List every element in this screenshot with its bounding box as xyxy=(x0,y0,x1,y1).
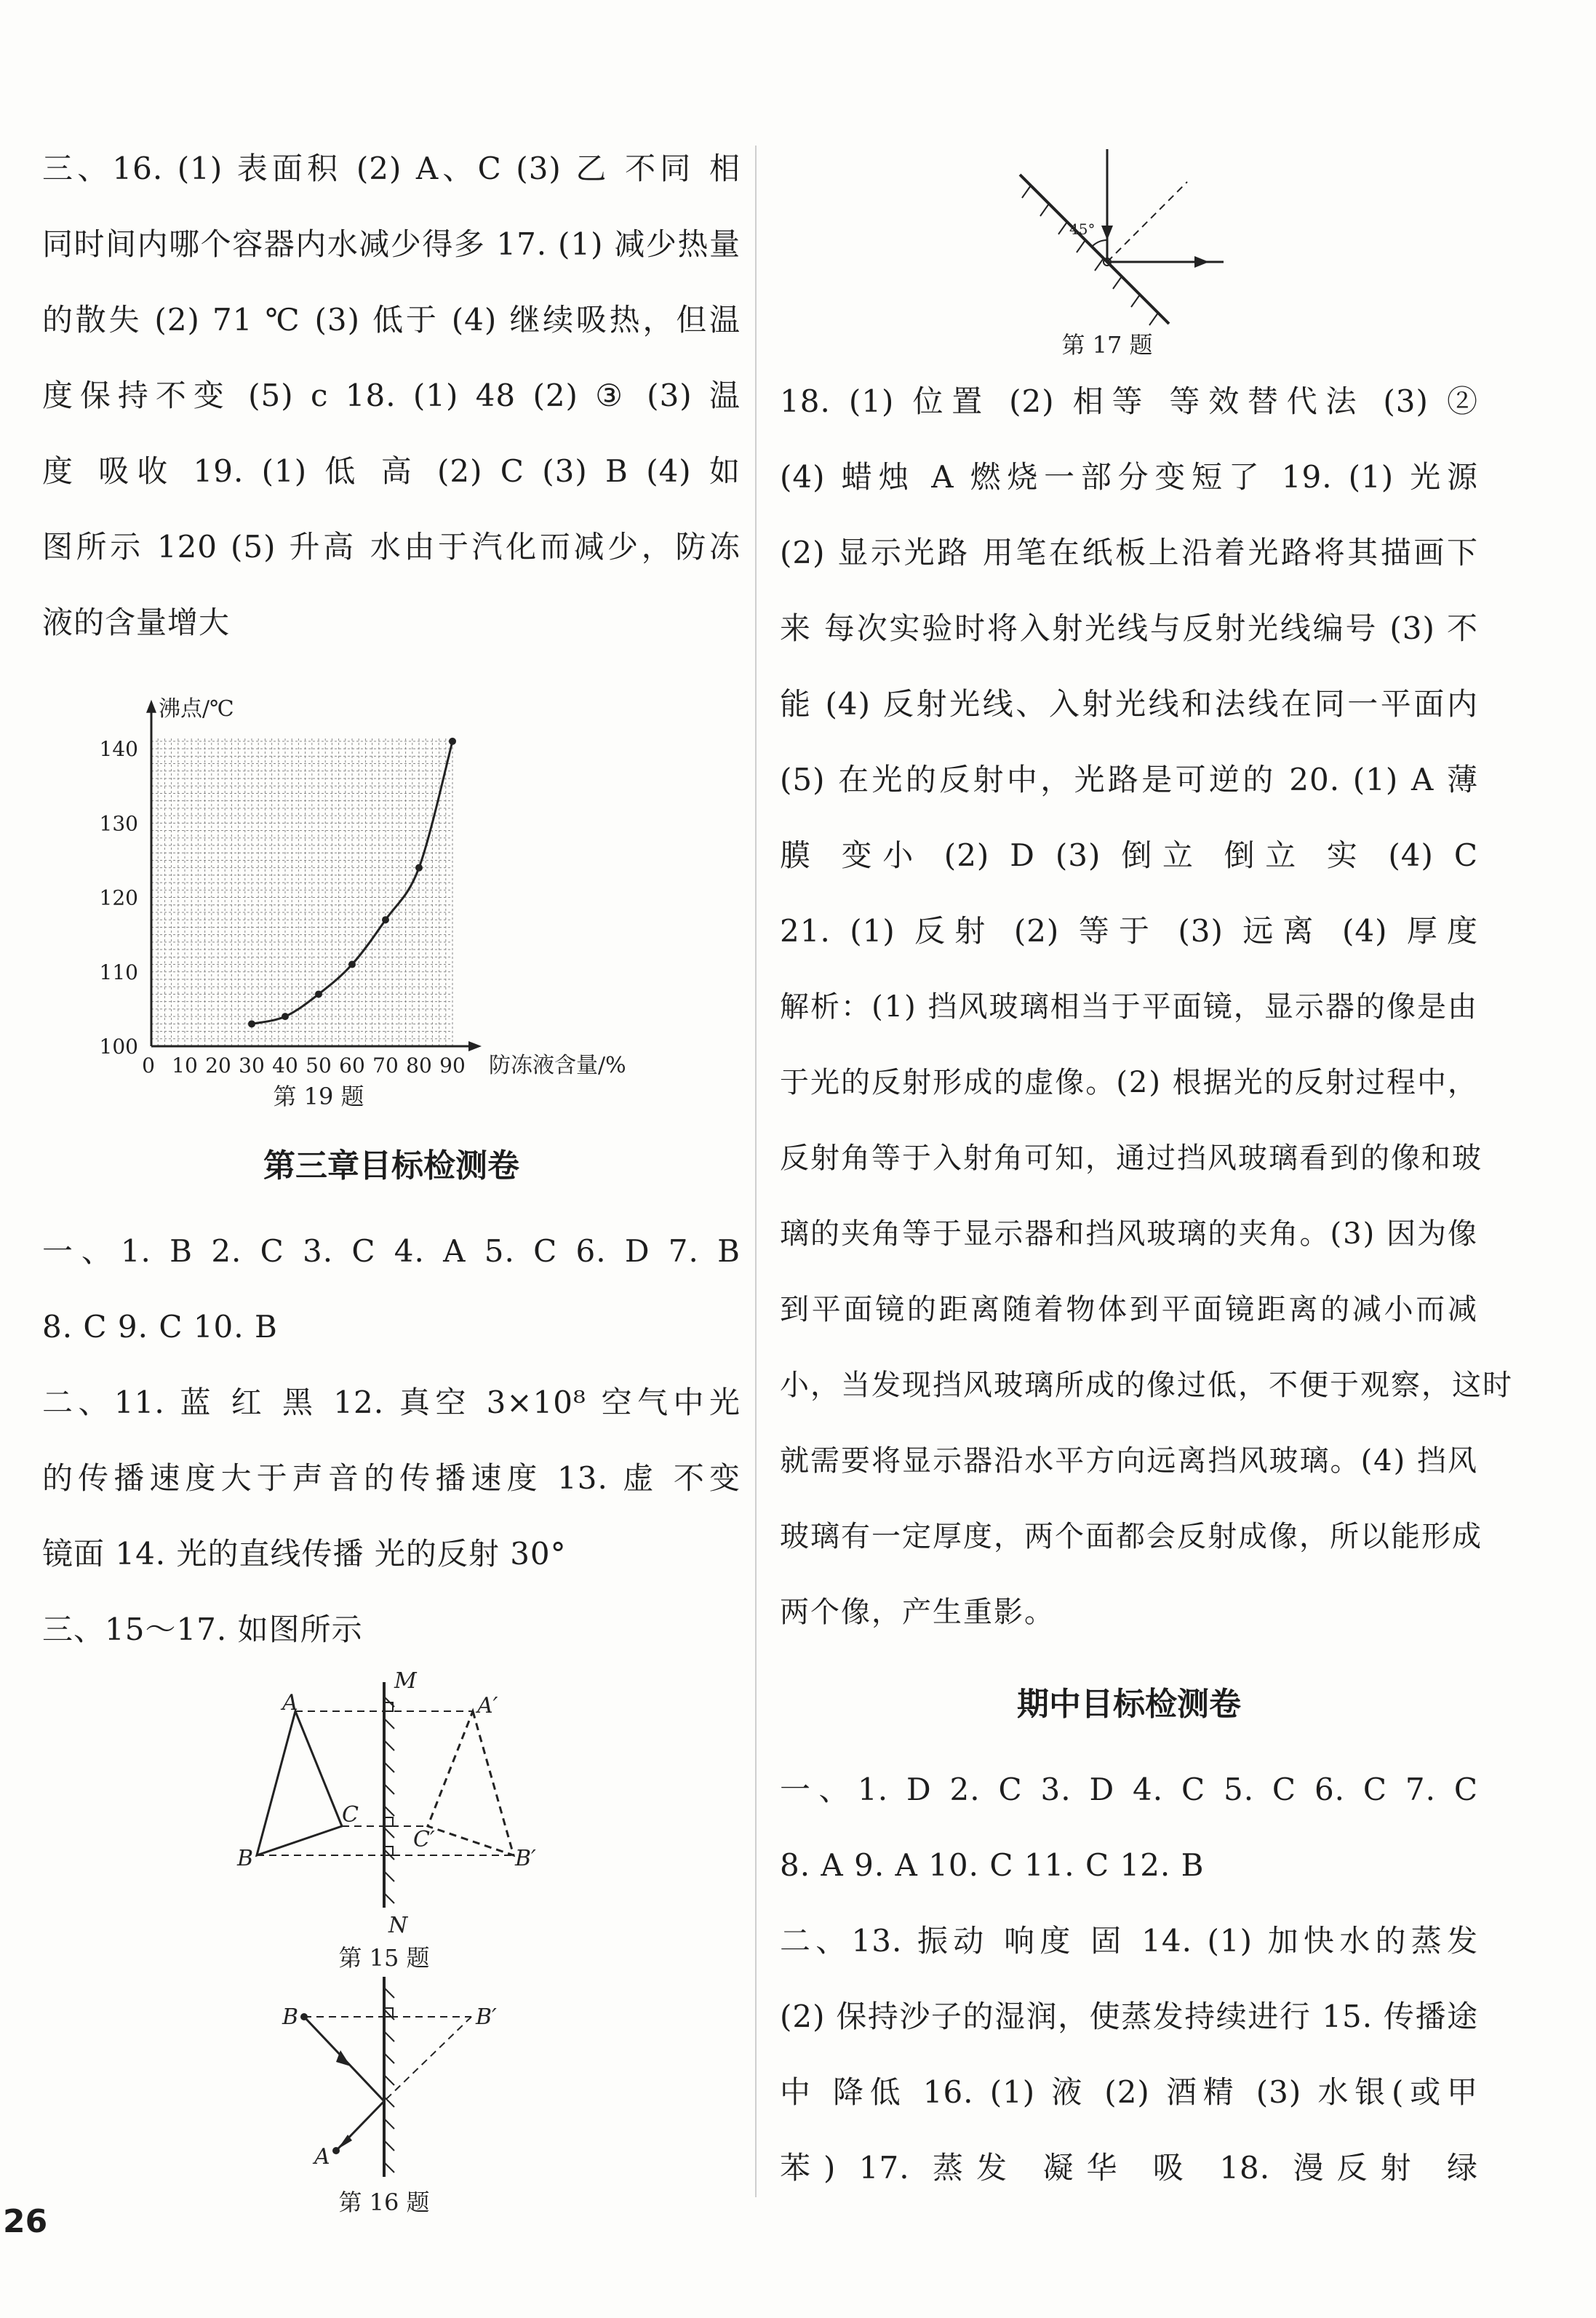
y-tick-label: 100 xyxy=(99,1035,138,1059)
explanation-line: 玻璃有一定厚度，两个面都会反射成像，所以能形成 xyxy=(780,1520,1483,1553)
text-line: 二、11. 蓝 红 黑 12. 真空 3×10⁸ 空气中光 xyxy=(42,1385,741,1420)
text-line: 图所示 120 (5) 升高 水由于汽化而减少，防冻 xyxy=(42,529,741,565)
x-tick-label: 40 xyxy=(272,1054,298,1078)
label-B-prime: B′ xyxy=(476,2004,497,2030)
figure-15 xyxy=(42,1668,741,1973)
label-C: C xyxy=(342,1802,359,1828)
data-point xyxy=(415,864,423,872)
text-line: 三、15～17. 如图所示 xyxy=(42,1612,363,1647)
figure-16-caption: 第 16 题 xyxy=(338,2188,430,2216)
figure-15-caption: 第 15 题 xyxy=(338,1944,430,1972)
x-tick-label: 50 xyxy=(306,1054,332,1078)
x-tick-label: 70 xyxy=(372,1054,399,1078)
text-line: 来 每次实验时将入射光线与反射光线编号 (3) 不 xyxy=(780,610,1478,646)
y-tick-label: 110 xyxy=(99,960,138,984)
text-line: 的传播速度大于声音的传播速度 13. 虚 不变 xyxy=(42,1460,741,1496)
right-column xyxy=(780,22,1513,2206)
text-line: (2) 显示光路 用笔在纸板上沿着光路将其描画下 xyxy=(780,535,1478,570)
text-line: 一、1. D 2. C 3. D 4. C 5. C 6. C 7. C xyxy=(780,1772,1478,1807)
text-line: 18. (1) 位置 (2) 相等 等效替代法 (3) ② xyxy=(780,383,1478,419)
triangle-image xyxy=(428,1711,514,1855)
x-tick-label: 30 xyxy=(239,1054,265,1078)
explanation-line: 就需要将显示器沿水平方向远离挡风玻璃。(4) 挡风 xyxy=(780,1444,1478,1478)
virtual-ray xyxy=(384,2017,471,2101)
y-tick-label: 130 xyxy=(99,811,138,836)
mirror-hatch xyxy=(384,1697,394,1903)
explanation-block xyxy=(780,969,1513,1650)
label-B-prime: B′ xyxy=(515,1846,536,1871)
right-answers-part1 xyxy=(780,364,1478,969)
x-tick-label: 20 xyxy=(205,1054,231,1078)
triangle-abc xyxy=(257,1711,342,1855)
x-tick-label: 60 xyxy=(339,1054,365,1078)
explanation-line: 到平面镜的距离随着物体到平面镜距离的减小而减 xyxy=(780,1293,1478,1326)
left-answers-part1 xyxy=(42,131,741,661)
label-A: A xyxy=(314,2144,330,2170)
text-line: 同时间内哪个容器内水减少得多 17. (1) 减少热量 xyxy=(42,226,741,262)
label-B: B xyxy=(237,1846,254,1871)
arrow-head xyxy=(1101,226,1113,240)
data-point xyxy=(282,1013,289,1020)
data-point xyxy=(449,738,456,745)
normal-line xyxy=(1107,182,1187,262)
text-line: 度 吸收 19. (1) 低 高 (2) C (3) B (4) 如 xyxy=(42,453,741,489)
text-line: (5) 在光的反射中，光路是可逆的 20. (1) A 薄 xyxy=(780,762,1478,797)
text-line: 镜面 14. 光的直线传播 光的反射 30° xyxy=(42,1536,567,1572)
explanation-line: 解析：(1) 挡风玻璃相当于平面镜，显示器的像是由 xyxy=(780,990,1478,1024)
explanation-line: 璃的夹角等于显示器和挡风玻璃的夹角。(3) 因为像 xyxy=(780,1217,1478,1251)
label-C-prime: C′ xyxy=(413,1827,435,1852)
figure-16-diagram xyxy=(42,1973,741,2221)
text-line: 21. (1) 反射 (2) 等于 (3) 远离 (4) 厚度 xyxy=(780,913,1478,949)
midterm-answers xyxy=(780,1752,1478,2206)
section-title-chapter3: 第三章目标检测卷 xyxy=(263,1147,519,1184)
y-tick-label: 120 xyxy=(99,885,138,910)
section-title-midterm: 期中目标检测卷 xyxy=(1017,1686,1241,1723)
figure-17-diagram xyxy=(780,22,1478,364)
figure-19-chart xyxy=(42,675,741,1112)
x-axis-label: 防冻液含量/% xyxy=(489,1053,626,1078)
boiling-point-chart xyxy=(42,675,741,1112)
angle-label: 45° xyxy=(1069,220,1096,238)
text-line: (4) 蜡烛 A 燃烧一部分变短了 19. (1) 光源 xyxy=(780,459,1478,495)
data-point xyxy=(348,961,356,968)
left-column xyxy=(42,131,741,2221)
data-point xyxy=(382,916,389,923)
label-A-prime: A′ xyxy=(477,1693,498,1718)
label-M: M xyxy=(394,1668,417,1694)
arrow-head xyxy=(1194,256,1209,268)
text-line: 膜 变小 (2) D (3) 倒立 倒立 实 (4) C xyxy=(780,837,1478,873)
point-B xyxy=(300,2013,308,2020)
label-A: A xyxy=(282,1690,298,1716)
chapter3-answers xyxy=(42,1214,741,1668)
text-line: 的散失 (2) 71 ℃ (3) 低于 (4) 继续吸热，但温 xyxy=(42,302,741,338)
figure-17 xyxy=(780,22,1478,364)
mirror-hatch xyxy=(1022,186,1158,325)
text-line: 苯) 17. 蒸发 凝华 吸 18. 漫反射 绿 xyxy=(780,2150,1478,2186)
x-tick-label: 90 xyxy=(439,1054,466,1078)
text-line: 三、16. (1) 表面积 (2) A、C (3) 乙 不同 相 xyxy=(42,151,741,186)
x-axis-arrow xyxy=(468,1041,482,1051)
y-axis-label: 沸点/℃ xyxy=(159,696,234,722)
text-line: 一、1. B 2. C 3. C 4. A 5. C 6. D 7. B xyxy=(42,1233,741,1269)
text-line: 中 降低 16. (1) 液 (2) 酒精 (3) 水银(或甲 xyxy=(780,2074,1478,2110)
x-tick-label: 80 xyxy=(406,1054,432,1078)
explanation-line: 小，当发现挡风玻璃所成的像过低，不便于观察，这时 xyxy=(780,1369,1513,1402)
label-N: N xyxy=(388,1913,408,1938)
column-divider xyxy=(755,146,757,2197)
explanation-line: 反射角等于入射角可知，通过挡风玻璃看到的像和玻 xyxy=(780,1142,1483,1175)
label-B: B xyxy=(282,2004,299,2030)
text-line: 8. A 9. A 10. C 11. C 12. B xyxy=(780,1847,1205,1883)
explanation-line: 两个像，产生重影。 xyxy=(780,1596,1055,1629)
mirror-line xyxy=(1020,175,1169,324)
page-number: 26 xyxy=(0,2203,50,2240)
data-point xyxy=(248,1020,255,1027)
x-tick-label: 10 xyxy=(172,1054,198,1078)
figure-19-caption: 第 19 题 xyxy=(273,1083,364,1110)
figure-16 xyxy=(42,1973,741,2221)
text-line: 能 (4) 反射光线、入射光线和法线在同一平面内 xyxy=(780,686,1478,722)
text-line: 二、13. 振动 响度 固 14. (1) 加快水的蒸发 xyxy=(780,1923,1478,1959)
x-tick-label: 0 xyxy=(142,1054,155,1078)
text-line: 度保持不变 (5) c 18. (1) 48 (2) ③ (3) 温 xyxy=(42,378,741,413)
explanation-line: 于光的反射形成的虚像。(2) 根据光的反射过程中， xyxy=(780,1066,1478,1099)
data-point xyxy=(315,990,322,997)
y-axis-arrow xyxy=(146,700,156,713)
y-tick-label: 140 xyxy=(99,737,138,762)
text-line: 8. C 9. C 10. B xyxy=(42,1309,278,1345)
text-line: 液的含量增大 xyxy=(42,605,231,640)
point-A xyxy=(332,2147,340,2154)
figure-15-diagram xyxy=(42,1668,741,1973)
angle-arc xyxy=(1092,240,1107,247)
text-line: (2) 保持沙子的湿润，使蒸发持续进行 15. 传播途 xyxy=(780,1999,1478,2034)
figure-17-caption: 第 17 题 xyxy=(1061,331,1153,359)
